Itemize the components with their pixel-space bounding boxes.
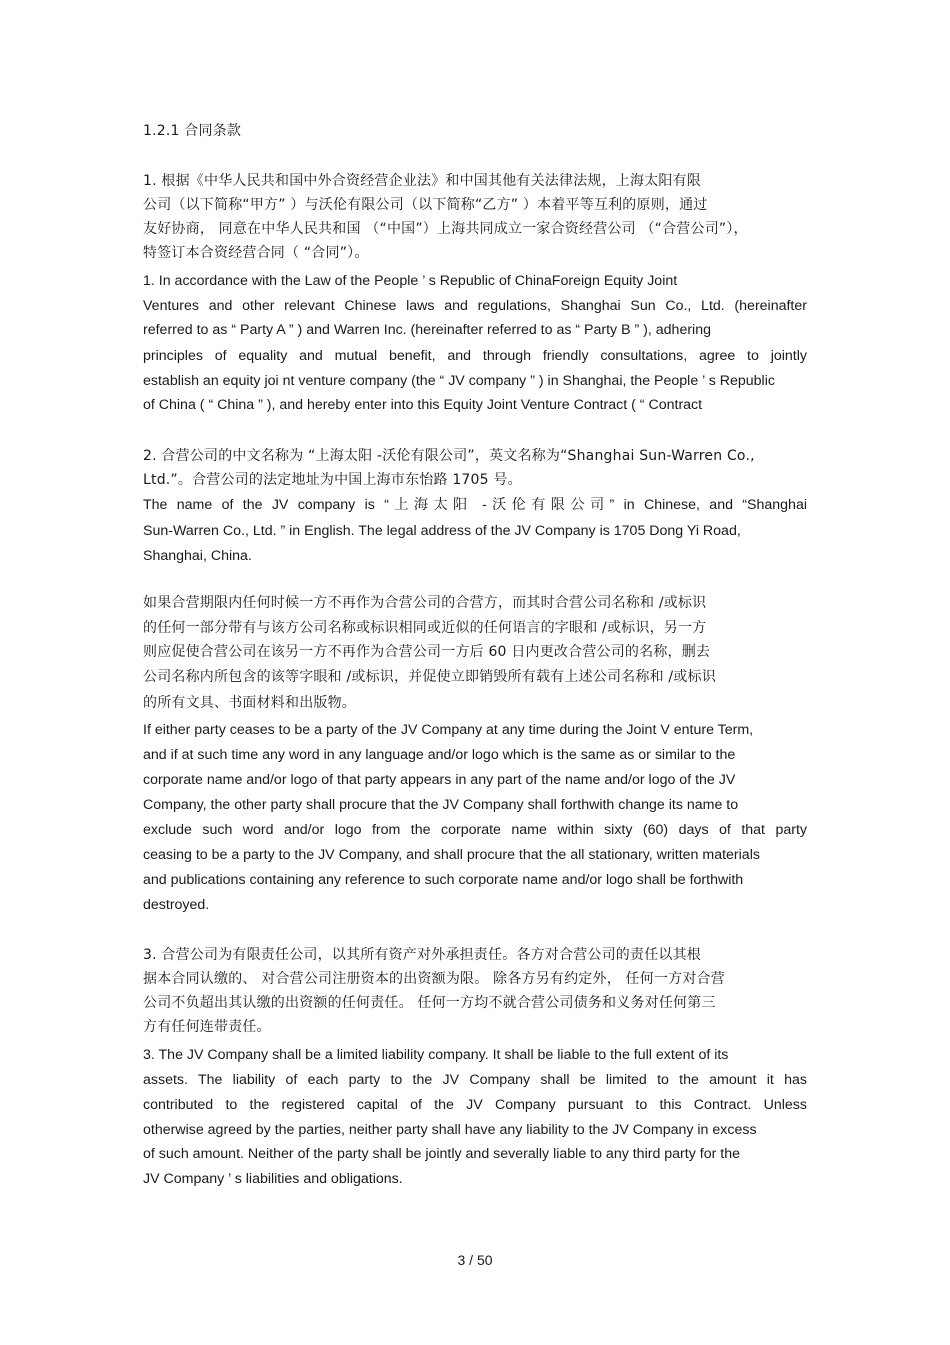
clause2-cn-line: Ltd.”。合营公司的法定地址为中国上海市东怡路 1705 号。 xyxy=(143,472,522,488)
clause1-en-line: establish an equity joi nt venture company (the “ JV company ” ) in Shanghai, the People ’ s Republic xyxy=(143,373,775,389)
clause2b-en-line: If either party ceases to be a party of the JV Company at any time during the Joint V enture Term, xyxy=(143,722,754,738)
clause2-cn-line: 2. 合营公司的中文名称为 “上海太阳 -沃伦有限公司”，英文名称为“Shanghai Sun-Warren Co., xyxy=(143,448,755,464)
clause2b-cn-line: 则应促使合营公司在该另一方不再作为合营公司一方后 60 日内更改合营公司的名称，删去 xyxy=(143,644,711,660)
page-number: 3 / 50 xyxy=(457,1252,493,1268)
clause2-en-line: The name of the JV company is “上海太阳 -沃伦有限公司” in Chinese, and “Shanghai xyxy=(143,497,807,513)
clause2b-en-line: and publications containing any reference to such corporate name and/or logo shall be forthwith xyxy=(143,872,744,888)
clause2b-en-line: Company, the other party shall procure that the JV Company shall forthwith change its name to xyxy=(143,797,739,813)
clause3-cn-line: 方有任何连带责任。 xyxy=(143,1019,271,1035)
clause1-en-line: referred to as “ Party A ” ) and Warren Inc. (hereinafter referred to as “ Party B ” ), adhering xyxy=(143,322,711,338)
clause2b-en-line: ceasing to be a party to the JV Company, and shall procure that the all stationary, written materials xyxy=(143,847,760,863)
clause1-cn-line: 1. 根据《中华人民共和国中外合资经营企业法》和中国其他有关法律法规，上海太阳有限 xyxy=(143,173,702,189)
clause1-en-line: Ventures and other relevant Chinese laws and regulations, Shanghai Sun Co., Ltd. (hereinafter xyxy=(143,298,807,314)
clause2b-cn-line: 公司名称内所包含的该等字眼和 /或标识，并促使立即销毁所有载有上述公司名称和 /或标识 xyxy=(143,669,716,685)
clause2b-cn-line: 的任何一部分带有与该方公司名称或标识相同或近似的任何语言的字眼和 /或标识，另一方 xyxy=(143,620,707,636)
clause2-en-line: Shanghai, China. xyxy=(143,548,252,564)
clause3-en-line: assets. The liability of each party to the JV Company shall be limited to the amount it has xyxy=(143,1072,807,1088)
clause3-cn-line: 公司不负超出其认缴的出资额的任何责任。 任何一方均不就合营公司债务和义务对任何第三 xyxy=(143,995,716,1011)
clause2b-cn-line: 的所有文具、书面材料和出版物。 xyxy=(143,695,356,711)
clause3-cn-line: 据本合同认缴的、 对合营公司注册资本的出资额为限。 除各方另有约定外， 任何一方对合营 xyxy=(143,971,725,987)
clause1-en-line: principles of equality and mutual benefit, and through friendly consultations, agree to jointly xyxy=(143,348,807,364)
clause3-cn-line: 3. 合营公司为有限责任公司，以其所有资产对外承担责任。各方对合营公司的责任以其根 xyxy=(143,947,702,963)
clause1-cn-line: 公司（以下简称“甲方” ）与沃伦有限公司（以下简称“乙方” ）本着平等互利的原则，通过 xyxy=(143,197,708,213)
section-heading: 1.2.1 合同条款 xyxy=(143,123,242,139)
clause2-en-line: Sun-Warren Co., Ltd. ” in English. The legal address of the JV Company is 1705 Dong Yi Road, xyxy=(143,523,741,539)
clause2b-en-line: exclude such word and/or logo from the corporate name within sixty (60) days of that party xyxy=(143,822,807,838)
clause3-en-line: 3. The JV Company shall be a limited liability company. It shall be liable to the full extent of its xyxy=(143,1047,729,1063)
clause2b-cn-line: 如果合营期限内任何时候一方不再作为合营公司的合营方，而其时合营公司名称和 /或标识 xyxy=(143,595,707,611)
clause2b-en-line: destroyed. xyxy=(143,897,210,913)
clause2b-en-line: corporate name and/or logo of that party appears in any part of the name and/or logo of the JV xyxy=(143,772,736,788)
clause3-en-line: JV Company ’ s liabilities and obligations. xyxy=(143,1171,403,1187)
clause1-cn-line: 特签订本合资经营合同（ “合同”）。 xyxy=(143,245,369,261)
clause3-en-line: contributed to the registered capital of the JV Company pursuant to this Contract. Unless xyxy=(143,1097,807,1113)
clause3-en-line: of such amount. Neither of the party shall be jointly and severally liable to any third party for the xyxy=(143,1146,740,1162)
clause3-en-line: otherwise agreed by the parties, neither party shall have any liability to the JV Company in excess xyxy=(143,1122,757,1138)
clause1-cn-line: 友好协商， 同意在中华人民共和国 （“中国”）上海共同成立一家合资经营公司 （“合营公司”）， xyxy=(143,221,748,237)
clause1-en-line: of China ( “ China ” ), and hereby enter into this Equity Joint Venture Contract ( “ Contract xyxy=(143,397,703,413)
clause2b-en-line: and if at such time any word in any language and/or logo which is the same as or similar to the xyxy=(143,747,736,763)
clause1-en-line: 1. In accordance with the Law of the People ’ s Republic of ChinaForeign Equity Joint xyxy=(143,273,678,289)
